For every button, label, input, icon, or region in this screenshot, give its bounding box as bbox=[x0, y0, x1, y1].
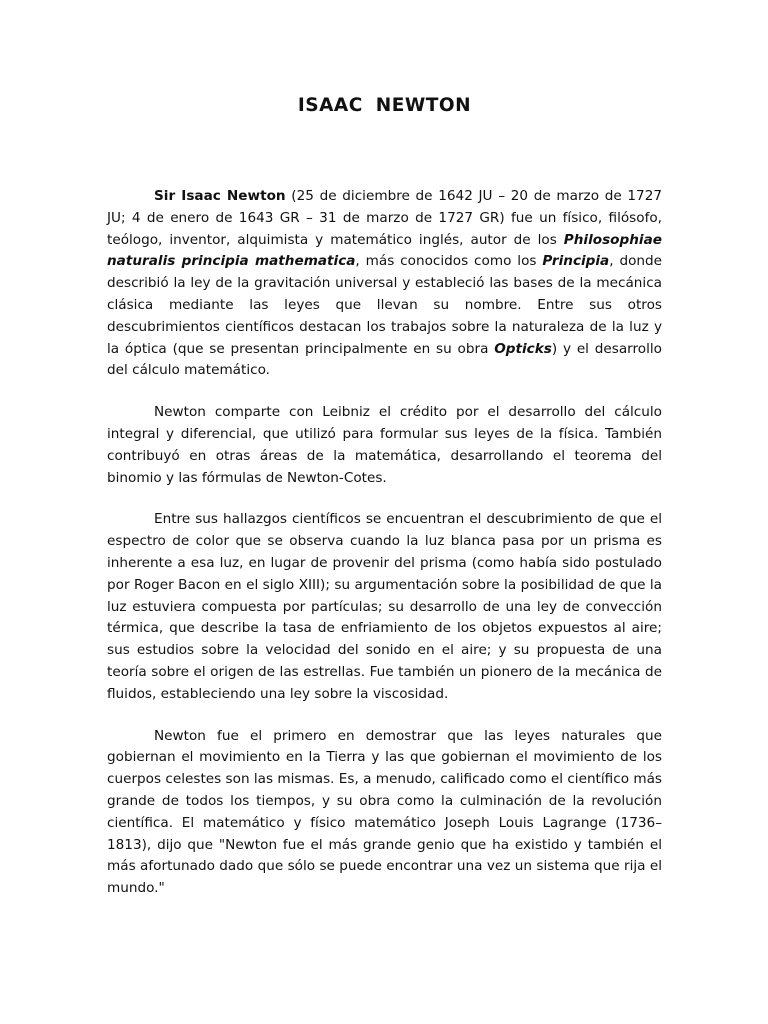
paragraph-2: Newton comparte con Leibniz el crédito por el desarrollo del cálculo integral y diferencial, que utilizó para formular sus leyes de la física. También contribuyó en otras áreas de la matemática, desarrollando el teorema del binomio y las fórmulas de Newton-Cotes. bbox=[107, 404, 662, 486]
paragraph-1-text-b: , más conocidos como los bbox=[355, 253, 543, 270]
paragraph-1 bbox=[107, 186, 662, 382]
work-title-principia-full: Philosophiae naturalis principia mathematica bbox=[107, 231, 662, 270]
document-title: ISAAC NEWTON bbox=[297, 95, 472, 116]
paragraph-1-text-d: ) y el desarrollo del cálculo matemático. bbox=[107, 340, 662, 379]
paragraph-4: Newton fue el primero en demostrar que las leyes naturales que gobiernan el movimiento en la Tierra y las que gobiernan el movimiento de los cuerpos celestes son las mismas. Es, a menudo, calificado como el científico más grande de todos los tiempos, y su obra como la culminación de la revolución científica. El matemático y físico matemático Joseph Louis Lagrange (1736–1813), dijo que "Newton fue el más grande genio que ha existido y también el más afortunado dado que sólo se puede encontrar una vez un sistema que rija el mundo." bbox=[107, 727, 662, 897]
work-title-opticks: Opticks bbox=[494, 340, 552, 357]
work-title-principia: Principia bbox=[542, 253, 610, 270]
paragraph-1-text-a: (25 de diciembre de 1642 JU – 20 de marzo de 1727 JU; 4 de enero de 1643 GR – 31 de marzo de 1727 GR) fue un físico, filósofo, teólogo, inventor, alquimista y matemático inglés, autor de los bbox=[107, 188, 662, 248]
paragraph-1-text-c: , donde describió la ley de la gravitación universal y estableció las bases de la mecánica clásica mediante las leyes que llevan su nombre. Entre sus otros descubrimientos científicos destacan los trabajos sobre la naturaleza de la luz y la óptica (que se presentan principalmente en su obra bbox=[107, 253, 662, 357]
subject-name: Sir Isaac Newton bbox=[154, 188, 286, 204]
paragraph-3: Entre sus hallazgos científicos se encuentran el descubrimiento de que el espectro de color que se observa cuando la luz blanca pasa por un prisma es inherente a esa luz, en lugar de provenir del prisma (como había sido postulado por Roger Bacon en el siglo XIII); su argumentación sobre la posibilidad de que la luz estuviera compuesta por partículas; su desarrollo de una ley de convección térmica, que describe la tasa de enfriamiento de los objetos expuestos al aire; sus estudios sobre la velocidad del sonido en el aire; y su propuesta de una teoría sobre el origen de las estrellas. Fue también un pionero de la mecánica de fluidos, estableciendo una ley sobre la viscosidad. bbox=[107, 511, 662, 702]
